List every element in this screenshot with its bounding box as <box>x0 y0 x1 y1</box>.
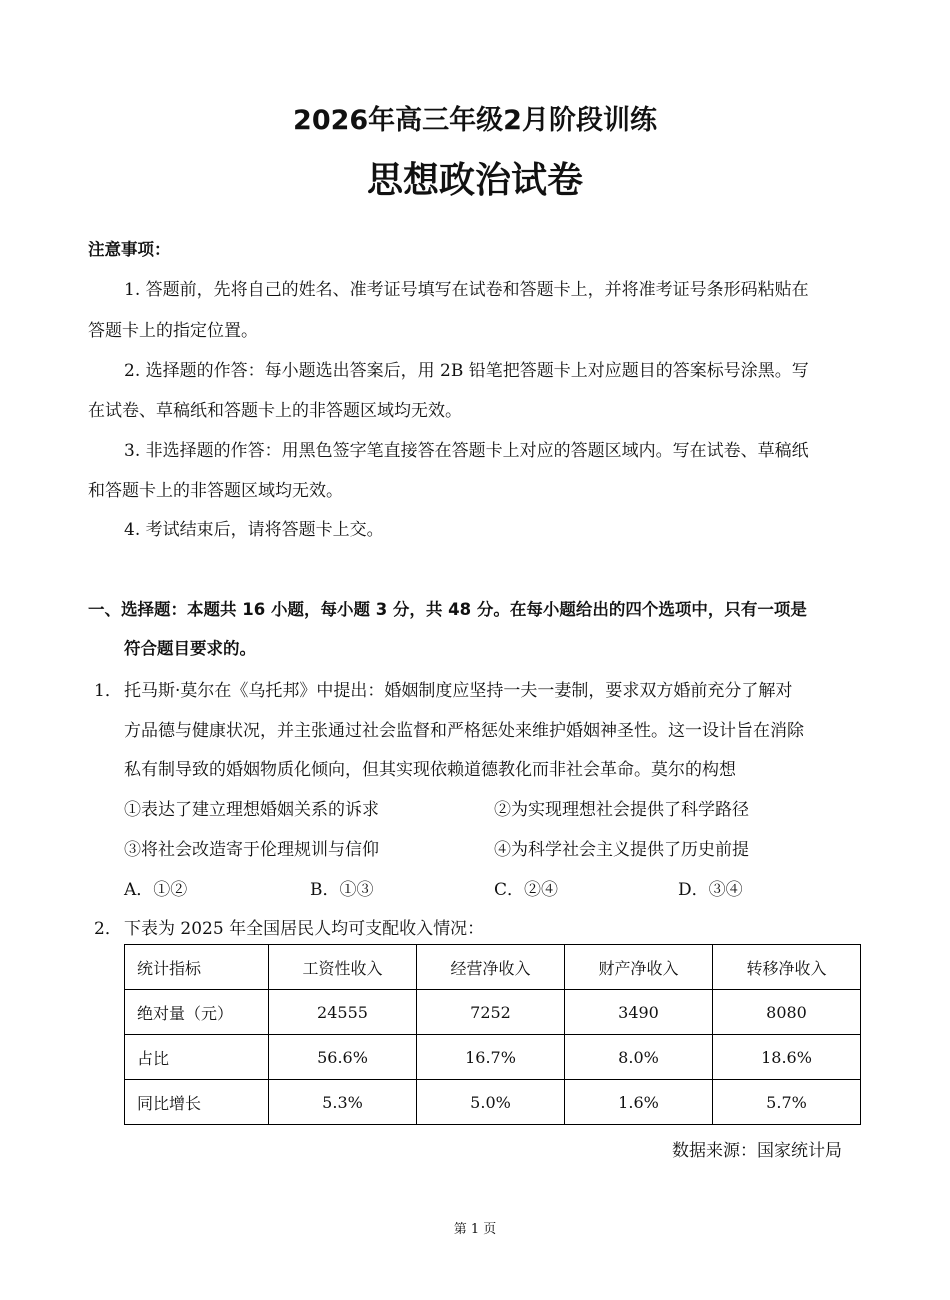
notice-item-1-line-a: 1. 答题前，先将自己的姓名、准考证号填写在试卷和答题卡上，并将准考证号条形码粘贴在 <box>124 280 809 300</box>
notice-heading: 注意事项： <box>88 240 171 259</box>
notice-item-3-line-a: 3. 非选择题的作答：用黑色签字笔直接答在答题卡上对应的答题区域内。写在试卷、草稿纸 <box>124 441 809 461</box>
notice-item-1-line-b: 答题卡上的指定位置。 <box>88 321 258 341</box>
page-number: 第 1 页 <box>453 1222 497 1237</box>
table-cell: 同比增长 <box>125 1080 269 1125</box>
question-1-number: 1． <box>94 681 122 701</box>
table-header-cell: 财产净收入 <box>565 945 713 990</box>
table-cell: 占比 <box>125 1035 269 1080</box>
question-1-statement-2: ②为实现理想社会提供了科学路径 <box>494 800 749 820</box>
notice-item-4: 4. 考试结束后，请将答题卡上交。 <box>124 520 384 540</box>
data-source-note: 数据来源：国家统计局 <box>672 1141 842 1161</box>
table-header-cell: 转移净收入 <box>713 945 861 990</box>
table-row <box>125 1035 861 1080</box>
section-1-heading: 一、选择题：本题共 16 小题，每小题 3 分，共 48 分。在每小题给出的四个选项中，只有一项是 <box>88 600 807 619</box>
notice-item-2-line-b: 在试卷、草稿纸和答题卡上的非答题区域均无效。 <box>88 401 462 421</box>
notice-item-2-line-a: 2. 选择题的作答：每小题选出答案后，用 2B 铅笔把答题卡上对应题目的答案标号涂黑。写 <box>124 361 809 381</box>
table-cell: 5.0% <box>417 1080 565 1125</box>
question-1-statement-1: ①表达了建立理想婚姻关系的诉求 <box>124 800 379 820</box>
table-header-cell: 经营净收入 <box>417 945 565 990</box>
table-header-cell: 统计指标 <box>125 945 269 990</box>
question-1-choice-c: C．②④ <box>494 880 559 900</box>
table-header-row <box>125 945 861 990</box>
table-cell: 56.6% <box>269 1035 417 1080</box>
table-cell: 绝对量（元） <box>125 990 269 1035</box>
notice-item-3-line-b: 和答题卡上的非答题区域均无效。 <box>88 481 343 501</box>
table-cell: 5.7% <box>713 1080 861 1125</box>
table-cell: 8080 <box>713 990 861 1035</box>
table-cell: 16.7% <box>417 1035 565 1080</box>
table-cell: 8.0% <box>565 1035 713 1080</box>
question-1-choice-d: D．③④ <box>678 880 743 900</box>
question-2-stem: 下表为 2025 年全国居民人均可支配收入情况： <box>124 919 485 939</box>
question-2-number: 2． <box>94 919 122 939</box>
question-1-choice-b: B．①③ <box>310 880 374 900</box>
income-table <box>124 944 861 1125</box>
table-cell: 24555 <box>269 990 417 1035</box>
table-row <box>125 1080 861 1125</box>
table-cell: 7252 <box>417 990 565 1035</box>
exam-title-line1: 2026年高三年级2月阶段训练 <box>293 105 657 136</box>
question-1-choice-a: A．①② <box>124 880 188 900</box>
table-row <box>125 990 861 1035</box>
exam-subject-title: 思想政治试卷 <box>366 160 583 201</box>
question-1-stem-a: 托马斯·莫尔在《乌托邦》中提出：婚姻制度应坚持一夫一妻制，要求双方婚前充分了解对 <box>124 681 793 701</box>
question-1-statement-4: ④为科学社会主义提供了历史前提 <box>494 840 749 860</box>
section-1-heading-cont: 符合题目要求的。 <box>124 639 256 658</box>
question-1-statement-3: ③将社会改造寄于伦理规训与信仰 <box>124 840 379 860</box>
table-cell: 18.6% <box>713 1035 861 1080</box>
question-1-stem-c: 私有制导致的婚姻物质化倾向，但其实现依赖道德教化而非社会革命。莫尔的构想 <box>124 760 736 780</box>
table-header-cell: 工资性收入 <box>269 945 417 990</box>
table-cell: 3490 <box>565 990 713 1035</box>
table-cell: 1.6% <box>565 1080 713 1125</box>
question-1-stem-b: 方品德与健康状况，并主张通过社会监督和严格惩处来维护婚姻神圣性。这一设计旨在消除 <box>124 721 804 741</box>
table-cell: 5.3% <box>269 1080 417 1125</box>
